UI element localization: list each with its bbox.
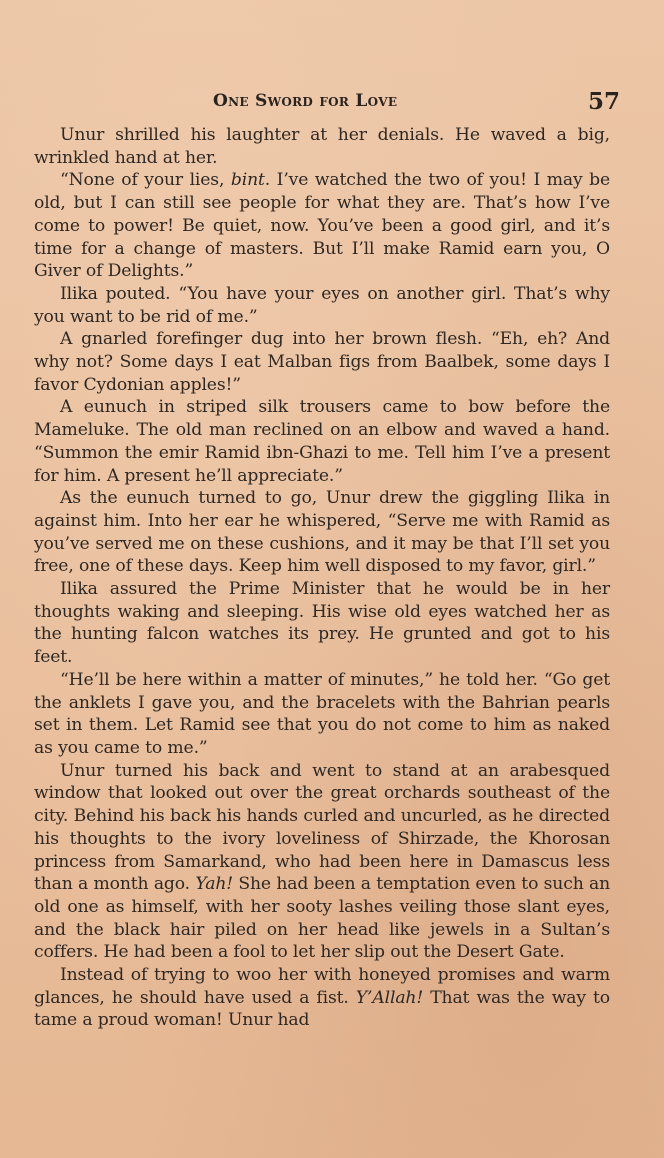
paragraph: Instead of trying to woo her with honeyed promises and warm glances, he should have used a fist. Y’Allah! That was the way to tame a proud woman! Unur had bbox=[34, 965, 611, 1031]
running-head: One Sword for Love bbox=[213, 91, 398, 111]
paragraph: As the eunuch turned to go, Unur drew the giggling Ilika in against him. Into her ear he whispered, “Serve me with Ramid as you’ve served me on these cushions, and it may be that I’ll set you free, one of these days. Keep him well disposed to my favor, girl.” bbox=[34, 488, 610, 577]
paragraph: “He’ll be here within a matter of minutes,” he told her. “Go get the anklets I gave you, and the bracelets with the Bahrian pearls set in them. Let Ramid see that you do not come to him as naked as you came to me.” bbox=[34, 669, 610, 758]
paragraph: Unur turned his back and went to stand at an arabesqued window that looked out over the great orchards southeast of the city. Behind his back his hands curled and uncurled, as he directed his thoughts to the ivory loveliness of Shirzade, the Khorosan princess from Samarkand, who had been here in Damascus less than a month ago. Yah! She had been a temptation even to such an old one as himself, with her sooty lashes veiling those slant eyes, and the black hair piled on her head like jewels in a Sultan’s coffers. He had been a fool to let her slip out the Desert Gate. bbox=[34, 760, 611, 963]
paragraph: A eunuch in striped silk trousers came to bow before the Mameluke. The old man reclined on an elbow and waved a hand. “Summon the emir Ramid ibn-Ghazi to me. Tell him I’ve a present for him. A present he’ll appreciate.” bbox=[34, 397, 610, 486]
paragraph: Ilika pouted. “You have your eyes on another girl. That’s why you want to be rid of me.” bbox=[34, 283, 610, 327]
paragraph: A gnarled forefinger dug into her brown flesh. “Eh, eh? And why not? Some days I eat Malban figs from Baalbek, some days I favor Cydonian apples!” bbox=[34, 329, 610, 395]
body-text bbox=[34, 124, 610, 1032]
paragraph: Ilika assured the Prime Minister that he would be in her thoughts waking and sleeping. His wise old eyes watched her as the hunting falcon watches its prey. He grunted and got to his feet. bbox=[34, 579, 610, 668]
page-header bbox=[0, 88, 664, 118]
paragraph: Unur shrilled his laughter at her denials. He waved a big, wrinkled hand at her. bbox=[34, 125, 610, 168]
page-number: 57 bbox=[588, 88, 621, 115]
paragraph: “None of your lies, bint. I’ve watched the two of you! I may be old, but I can still see people for what they are. That’s how I’ve come to power! Be quiet, now. You’ve been a good girl, and it’s time for a change of masters. But I’ll make Ramid earn you, O Giver of Delights.” bbox=[34, 170, 610, 282]
